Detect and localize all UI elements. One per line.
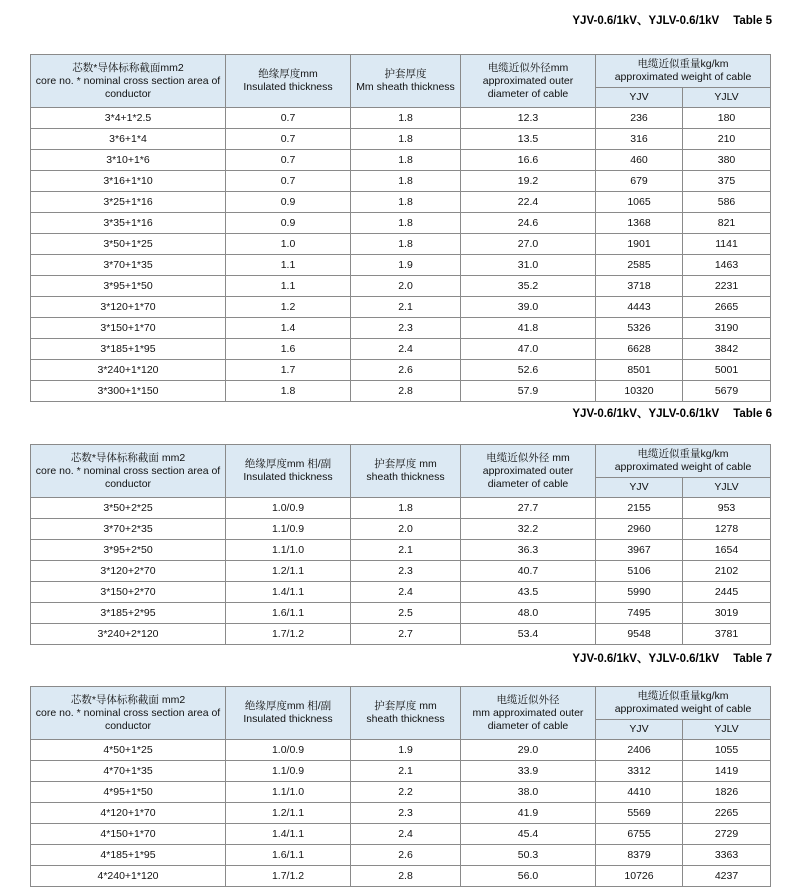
table-cell: 1.4/1.1 <box>226 582 351 603</box>
table-cell: 1065 <box>596 192 683 213</box>
table-5-header-insulation: 绝缘厚度mm Insulated thickness <box>226 55 351 108</box>
table-7-body <box>31 740 771 887</box>
table-row <box>31 297 771 318</box>
table-cell: 1.8 <box>351 150 461 171</box>
table-cell: 0.7 <box>226 171 351 192</box>
table-6-caption <box>0 405 772 421</box>
table-cell: 586 <box>683 192 771 213</box>
table-6-header-diameter: 电缆近似外径 mm approximated outer diameter of cable <box>461 445 596 498</box>
table-cell: 1.8 <box>351 192 461 213</box>
table-cell: 3*240+2*120 <box>31 624 226 645</box>
table-cell: 4*240+1*120 <box>31 866 226 887</box>
table-cell: 3*50+1*25 <box>31 234 226 255</box>
table-cell: 4*185+1*95 <box>31 845 226 866</box>
table-5-header-yjlv: YJLV <box>683 88 771 108</box>
table-cell: 460 <box>596 150 683 171</box>
table-cell: 821 <box>683 213 771 234</box>
table-cell: 8501 <box>596 360 683 381</box>
table-cell: 3312 <box>596 761 683 782</box>
table-cell: 2265 <box>683 803 771 824</box>
table-cell: 2.1 <box>351 540 461 561</box>
table-cell: 43.5 <box>461 582 596 603</box>
table-row <box>31 498 771 519</box>
table-cell: 5106 <box>596 561 683 582</box>
table-cell: 1.6/1.1 <box>226 845 351 866</box>
table-row <box>31 761 771 782</box>
table-cell: 2.3 <box>351 318 461 339</box>
table-cell: 2.0 <box>351 519 461 540</box>
table-cell: 41.8 <box>461 318 596 339</box>
table-cell: 1463 <box>683 255 771 276</box>
table-cell: 45.4 <box>461 824 596 845</box>
table-row <box>31 360 771 381</box>
table-cell: 4*50+1*25 <box>31 740 226 761</box>
table-cell: 1.8 <box>351 129 461 150</box>
table-cell: 2.3 <box>351 803 461 824</box>
table-cell: 1.7 <box>226 360 351 381</box>
table-cell: 1.8 <box>351 171 461 192</box>
table-cell: 1278 <box>683 519 771 540</box>
table-cell: 48.0 <box>461 603 596 624</box>
table-cell: 3*300+1*150 <box>31 381 226 402</box>
table-cell: 2.7 <box>351 624 461 645</box>
table-5-caption <box>0 12 772 28</box>
table-6-header-weight: 电缆近似重量kg/km approximated weight of cable <box>596 445 771 478</box>
table-cell: 4410 <box>596 782 683 803</box>
table-cell: 3*150+1*70 <box>31 318 226 339</box>
table-5-header-weight: 电缆近似重量kg/km approximated weight of cable <box>596 55 771 88</box>
table-cell: 1.1 <box>226 276 351 297</box>
table-7-caption <box>0 650 772 666</box>
table-cell: 57.9 <box>461 381 596 402</box>
table-cell: 1055 <box>683 740 771 761</box>
table-cell: 1.8 <box>351 213 461 234</box>
table-cell: 3*4+1*2.5 <box>31 108 226 129</box>
table-cell: 380 <box>683 150 771 171</box>
table-cell: 35.2 <box>461 276 596 297</box>
table-cell: 27.0 <box>461 234 596 255</box>
table-cell: 7495 <box>596 603 683 624</box>
table-row <box>31 318 771 339</box>
table-6 <box>30 444 771 645</box>
table-row <box>31 866 771 887</box>
table-cell: 3*120+2*70 <box>31 561 226 582</box>
table-cell: 41.9 <box>461 803 596 824</box>
table-cell: 56.0 <box>461 866 596 887</box>
table-cell: 10320 <box>596 381 683 402</box>
table-cell: 2.4 <box>351 339 461 360</box>
table-cell: 1654 <box>683 540 771 561</box>
table-cell: 3*16+1*10 <box>31 171 226 192</box>
table-cell: 2.6 <box>351 360 461 381</box>
table-cell: 1.1/0.9 <box>226 519 351 540</box>
table-row <box>31 782 771 803</box>
table-cell: 3019 <box>683 603 771 624</box>
table-row <box>31 582 771 603</box>
table-cell: 31.0 <box>461 255 596 276</box>
table-row <box>31 339 771 360</box>
table-cell: 16.6 <box>461 150 596 171</box>
table-cell: 2102 <box>683 561 771 582</box>
table-cell: 1.0 <box>226 234 351 255</box>
table-cell: 1.2/1.1 <box>226 561 351 582</box>
table-6-header-core: 芯数*导体标称截面 mm2 core no. * nominal cross section area of conductor <box>31 445 226 498</box>
table-cell: 6628 <box>596 339 683 360</box>
table-5-body <box>31 108 771 402</box>
table-cell: 19.2 <box>461 171 596 192</box>
table-cell: 0.7 <box>226 129 351 150</box>
table-cell: 1.0/0.9 <box>226 740 351 761</box>
table-cell: 2.2 <box>351 782 461 803</box>
table-cell: 5001 <box>683 360 771 381</box>
table-cell: 2.1 <box>351 297 461 318</box>
table-cell: 32.2 <box>461 519 596 540</box>
table-row <box>31 150 771 171</box>
table-cell: 953 <box>683 498 771 519</box>
table-cell: 3781 <box>683 624 771 645</box>
table-cell: 3*70+2*35 <box>31 519 226 540</box>
table-cell: 1.7/1.2 <box>226 866 351 887</box>
table-cell: 5679 <box>683 381 771 402</box>
table-cell: 1.1/0.9 <box>226 761 351 782</box>
table-cell: 2.4 <box>351 824 461 845</box>
table-7-caption-label: Table 7 <box>733 653 772 665</box>
table-cell: 1141 <box>683 234 771 255</box>
table-7-header-weight: 电缆近似重量kg/km approximated weight of cable <box>596 687 771 720</box>
table-cell: 5990 <box>596 582 683 603</box>
table-cell: 5326 <box>596 318 683 339</box>
table-cell: 3*185+2*95 <box>31 603 226 624</box>
table-cell: 10726 <box>596 866 683 887</box>
table-row <box>31 129 771 150</box>
table-7-header-yjv: YJV <box>596 720 683 740</box>
table-cell: 52.6 <box>461 360 596 381</box>
table-cell: 2665 <box>683 297 771 318</box>
table-cell: 27.7 <box>461 498 596 519</box>
table-cell: 2445 <box>683 582 771 603</box>
table-7 <box>30 686 771 887</box>
table-cell: 1.8 <box>351 108 461 129</box>
table-cell: 1.0/0.9 <box>226 498 351 519</box>
table-7-caption-title: YJV-0.6/1kV、YJLV-0.6/1kV <box>572 653 720 665</box>
table-cell: 2.8 <box>351 381 461 402</box>
table-cell: 1826 <box>683 782 771 803</box>
table-7-header-row <box>31 687 771 720</box>
table-5-caption-title: YJV-0.6/1kV、YJLV-0.6/1kV <box>572 15 720 27</box>
table-cell: 3*6+1*4 <box>31 129 226 150</box>
table-cell: 1.4/1.1 <box>226 824 351 845</box>
table-cell: 1.4 <box>226 318 351 339</box>
table-row <box>31 255 771 276</box>
table-cell: 3718 <box>596 276 683 297</box>
table-cell: 1.8 <box>351 498 461 519</box>
table-cell: 4*95+1*50 <box>31 782 226 803</box>
table-cell: 3*25+1*16 <box>31 192 226 213</box>
table-cell: 1.6/1.1 <box>226 603 351 624</box>
table-row <box>31 540 771 561</box>
table-cell: 1.8 <box>351 234 461 255</box>
table-row <box>31 845 771 866</box>
table-cell: 3*240+1*120 <box>31 360 226 381</box>
table-cell: 2.8 <box>351 866 461 887</box>
table-cell: 3842 <box>683 339 771 360</box>
table-cell: 180 <box>683 108 771 129</box>
table-cell: 2.5 <box>351 603 461 624</box>
table-cell: 1368 <box>596 213 683 234</box>
table-5-header-core: 芯数*导体标称截面mm2 core no. * nominal cross section area of conductor <box>31 55 226 108</box>
table-cell: 38.0 <box>461 782 596 803</box>
table-cell: 3*95+1*50 <box>31 276 226 297</box>
table-row <box>31 171 771 192</box>
table-cell: 24.6 <box>461 213 596 234</box>
table-cell: 210 <box>683 129 771 150</box>
table-cell: 50.3 <box>461 845 596 866</box>
table-cell: 1419 <box>683 761 771 782</box>
table-6-header-yjlv: YJLV <box>683 478 771 498</box>
table-cell: 47.0 <box>461 339 596 360</box>
table-row <box>31 824 771 845</box>
table-cell: 3*35+1*16 <box>31 213 226 234</box>
table-cell: 316 <box>596 129 683 150</box>
table-5-header-row <box>31 55 771 88</box>
table-cell: 1.1/1.0 <box>226 540 351 561</box>
table-cell: 9548 <box>596 624 683 645</box>
table-cell: 2155 <box>596 498 683 519</box>
table-cell: 4*120+1*70 <box>31 803 226 824</box>
table-cell: 679 <box>596 171 683 192</box>
table-cell: 2585 <box>596 255 683 276</box>
table-cell: 8379 <box>596 845 683 866</box>
table-cell: 375 <box>683 171 771 192</box>
table-row <box>31 561 771 582</box>
table-cell: 2.0 <box>351 276 461 297</box>
table-row <box>31 234 771 255</box>
table-7-header-sheath: 护套厚度 mm sheath thickness <box>351 687 461 740</box>
table-cell: 3*185+1*95 <box>31 339 226 360</box>
table-row <box>31 108 771 129</box>
table-cell: 2960 <box>596 519 683 540</box>
table-cell: 0.9 <box>226 192 351 213</box>
table-cell: 6755 <box>596 824 683 845</box>
table-6-header-insulation: 绝缘厚度mm 相/副 Insulated thickness <box>226 445 351 498</box>
table-cell: 3*150+2*70 <box>31 582 226 603</box>
table-cell: 5569 <box>596 803 683 824</box>
table-cell: 4*150+1*70 <box>31 824 226 845</box>
table-cell: 33.9 <box>461 761 596 782</box>
table-6-body <box>31 498 771 645</box>
table-cell: 3*70+1*35 <box>31 255 226 276</box>
table-row <box>31 192 771 213</box>
table-cell: 1.1 <box>226 255 351 276</box>
table-row <box>31 740 771 761</box>
table-5-header-sheath: 护套厚度 Mm sheath thickness <box>351 55 461 108</box>
table-6-header-yjv: YJV <box>596 478 683 498</box>
table-7-header-insulation: 绝缘厚度mm 相/副 Insulated thickness <box>226 687 351 740</box>
table-cell: 0.9 <box>226 213 351 234</box>
table-cell: 1.9 <box>351 255 461 276</box>
table-cell: 4237 <box>683 866 771 887</box>
table-cell: 2406 <box>596 740 683 761</box>
table-cell: 13.5 <box>461 129 596 150</box>
table-row <box>31 519 771 540</box>
table-5-caption-label: Table 5 <box>733 15 772 27</box>
table-cell: 3363 <box>683 845 771 866</box>
table-cell: 1.2/1.1 <box>226 803 351 824</box>
table-row <box>31 213 771 234</box>
table-cell: 53.4 <box>461 624 596 645</box>
table-cell: 29.0 <box>461 740 596 761</box>
table-cell: 2729 <box>683 824 771 845</box>
table-5-header-yjv: YJV <box>596 88 683 108</box>
table-7-header-yjlv: YJLV <box>683 720 771 740</box>
table-7-header-core: 芯数*导体标称截面 mm2 core no. * nominal cross section area of conductor <box>31 687 226 740</box>
table-cell: 4*70+1*35 <box>31 761 226 782</box>
table-5-header-diameter: 电缆近似外径mm approximated outer diameter of cable <box>461 55 596 108</box>
table-row <box>31 803 771 824</box>
table-cell: 12.3 <box>461 108 596 129</box>
table-cell: 0.7 <box>226 108 351 129</box>
table-cell: 36.3 <box>461 540 596 561</box>
table-row <box>31 276 771 297</box>
table-7-header-diameter: 电缆近似外径 mm approximated outer diameter of cable <box>461 687 596 740</box>
table-cell: 3*50+2*25 <box>31 498 226 519</box>
table-cell: 1.9 <box>351 740 461 761</box>
table-cell: 40.7 <box>461 561 596 582</box>
table-row <box>31 624 771 645</box>
table-cell: 2.1 <box>351 761 461 782</box>
table-cell: 2.6 <box>351 845 461 866</box>
table-6-header-sheath: 护套厚度 mm sheath thickness <box>351 445 461 498</box>
table-cell: 0.7 <box>226 150 351 171</box>
table-cell: 3*10+1*6 <box>31 150 226 171</box>
table-cell: 2231 <box>683 276 771 297</box>
table-6-caption-label: Table 6 <box>733 408 772 420</box>
table-cell: 1.7/1.2 <box>226 624 351 645</box>
table-5 <box>30 54 771 402</box>
table-cell: 1901 <box>596 234 683 255</box>
table-6-caption-title: YJV-0.6/1kV、YJLV-0.6/1kV <box>572 408 720 420</box>
table-cell: 2.3 <box>351 561 461 582</box>
table-cell: 3*120+1*70 <box>31 297 226 318</box>
table-cell: 1.6 <box>226 339 351 360</box>
table-cell: 3967 <box>596 540 683 561</box>
table-6-header-row <box>31 445 771 478</box>
table-row <box>31 381 771 402</box>
table-cell: 3190 <box>683 318 771 339</box>
table-cell: 1.1/1.0 <box>226 782 351 803</box>
table-cell: 1.2 <box>226 297 351 318</box>
table-cell: 1.8 <box>226 381 351 402</box>
table-cell: 39.0 <box>461 297 596 318</box>
table-cell: 2.4 <box>351 582 461 603</box>
table-row <box>31 603 771 624</box>
table-cell: 236 <box>596 108 683 129</box>
table-cell: 22.4 <box>461 192 596 213</box>
table-cell: 3*95+2*50 <box>31 540 226 561</box>
table-cell: 4443 <box>596 297 683 318</box>
